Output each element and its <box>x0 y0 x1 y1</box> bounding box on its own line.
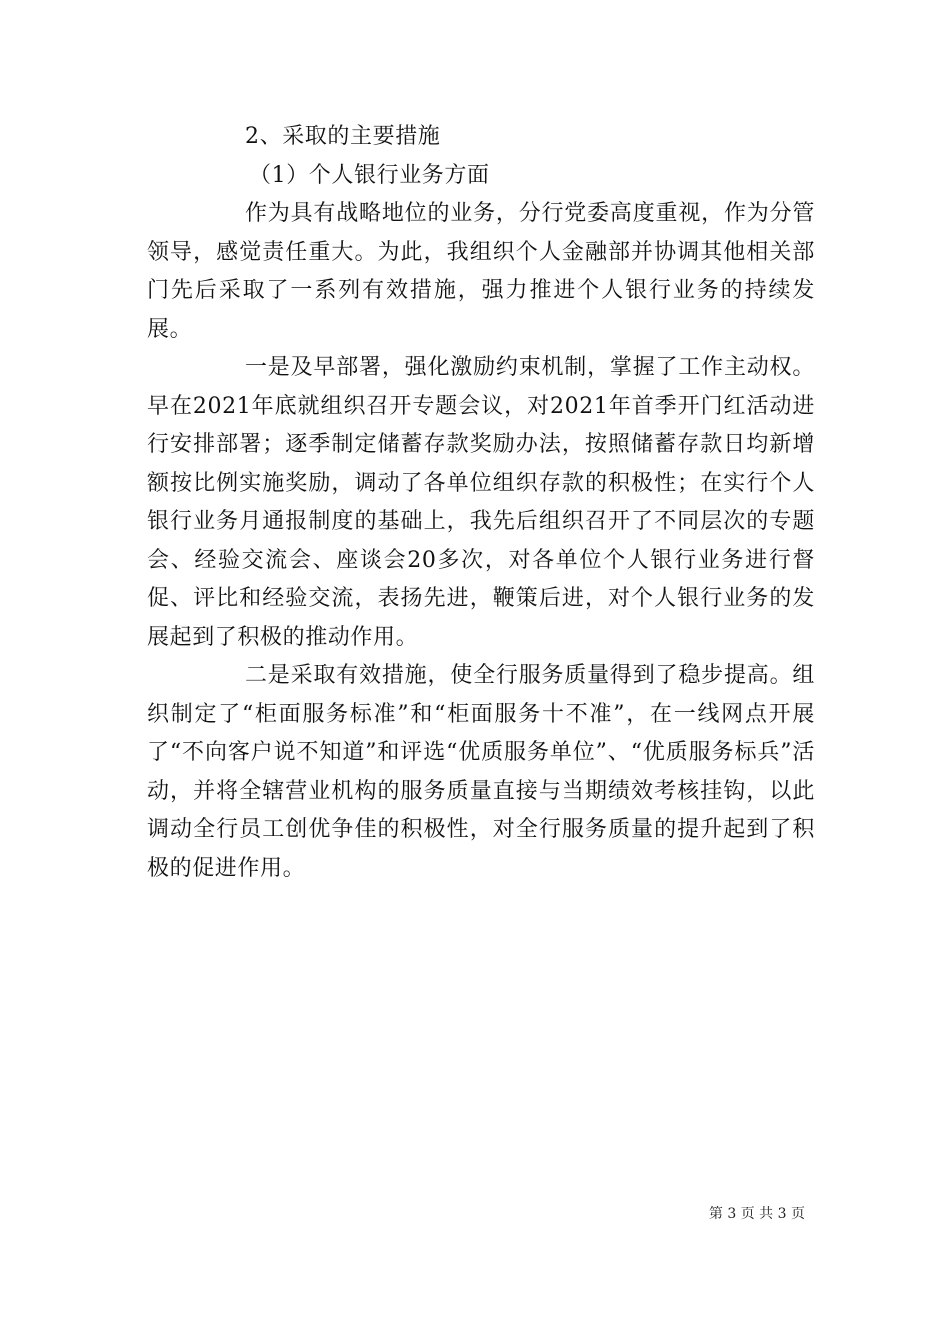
section-heading: 2、采取的主要措施 <box>245 124 441 149</box>
document-body <box>147 118 815 888</box>
paragraph-measure-two: 二是采取有效措施，使全行服务质量得到了稳步提高。组织制定了“柜面服务标准”和“柜面服务十不准”，在一线网点开展了“不向客户说不知道”和评选“优质服务单位”、“优质服务标兵”活动，并将全辖营业机构的服务质量直接与当期绩效考核挂钩，以此调动全行员工创优争佳的积极性，对全行服务质量的提升起到了积极的促进作用。 <box>147 663 815 881</box>
paragraph-intro: 作为具有战略地位的业务，分行党委高度重视，作为分管领导，感觉责任重大。为此，我组织个人金融部并协调其他相关部门先后采取了一系列有效措施，强力推进个人银行业务的持续发展。 <box>147 201 815 342</box>
page-number-footer: 第 3 页 共 3 页 <box>708 1206 805 1222</box>
subsection-heading: （1）个人银行业务方面 <box>249 162 490 188</box>
paragraph-measure-one: 一是及早部署，强化激励约束机制，掌握了工作主动权。早在2021年底就组织召开专题会议，对2021年首季开门红活动进行安排部署；逐季制定储蓄存款奖励办法，按照储蓄存款日均新增额按比例实施奖励，调动了各单位组织存款的积极性；在实行个人银行业务月通报制度的基础上，我先后组织召开了不同层次的专题会、经验交流会、座谈会20多次，对各单位个人银行业务进行督促、评比和经验交流，表扬先进，鞭策后进，对个人银行业务的发展起到了积极的推动作用。 <box>147 355 815 650</box>
